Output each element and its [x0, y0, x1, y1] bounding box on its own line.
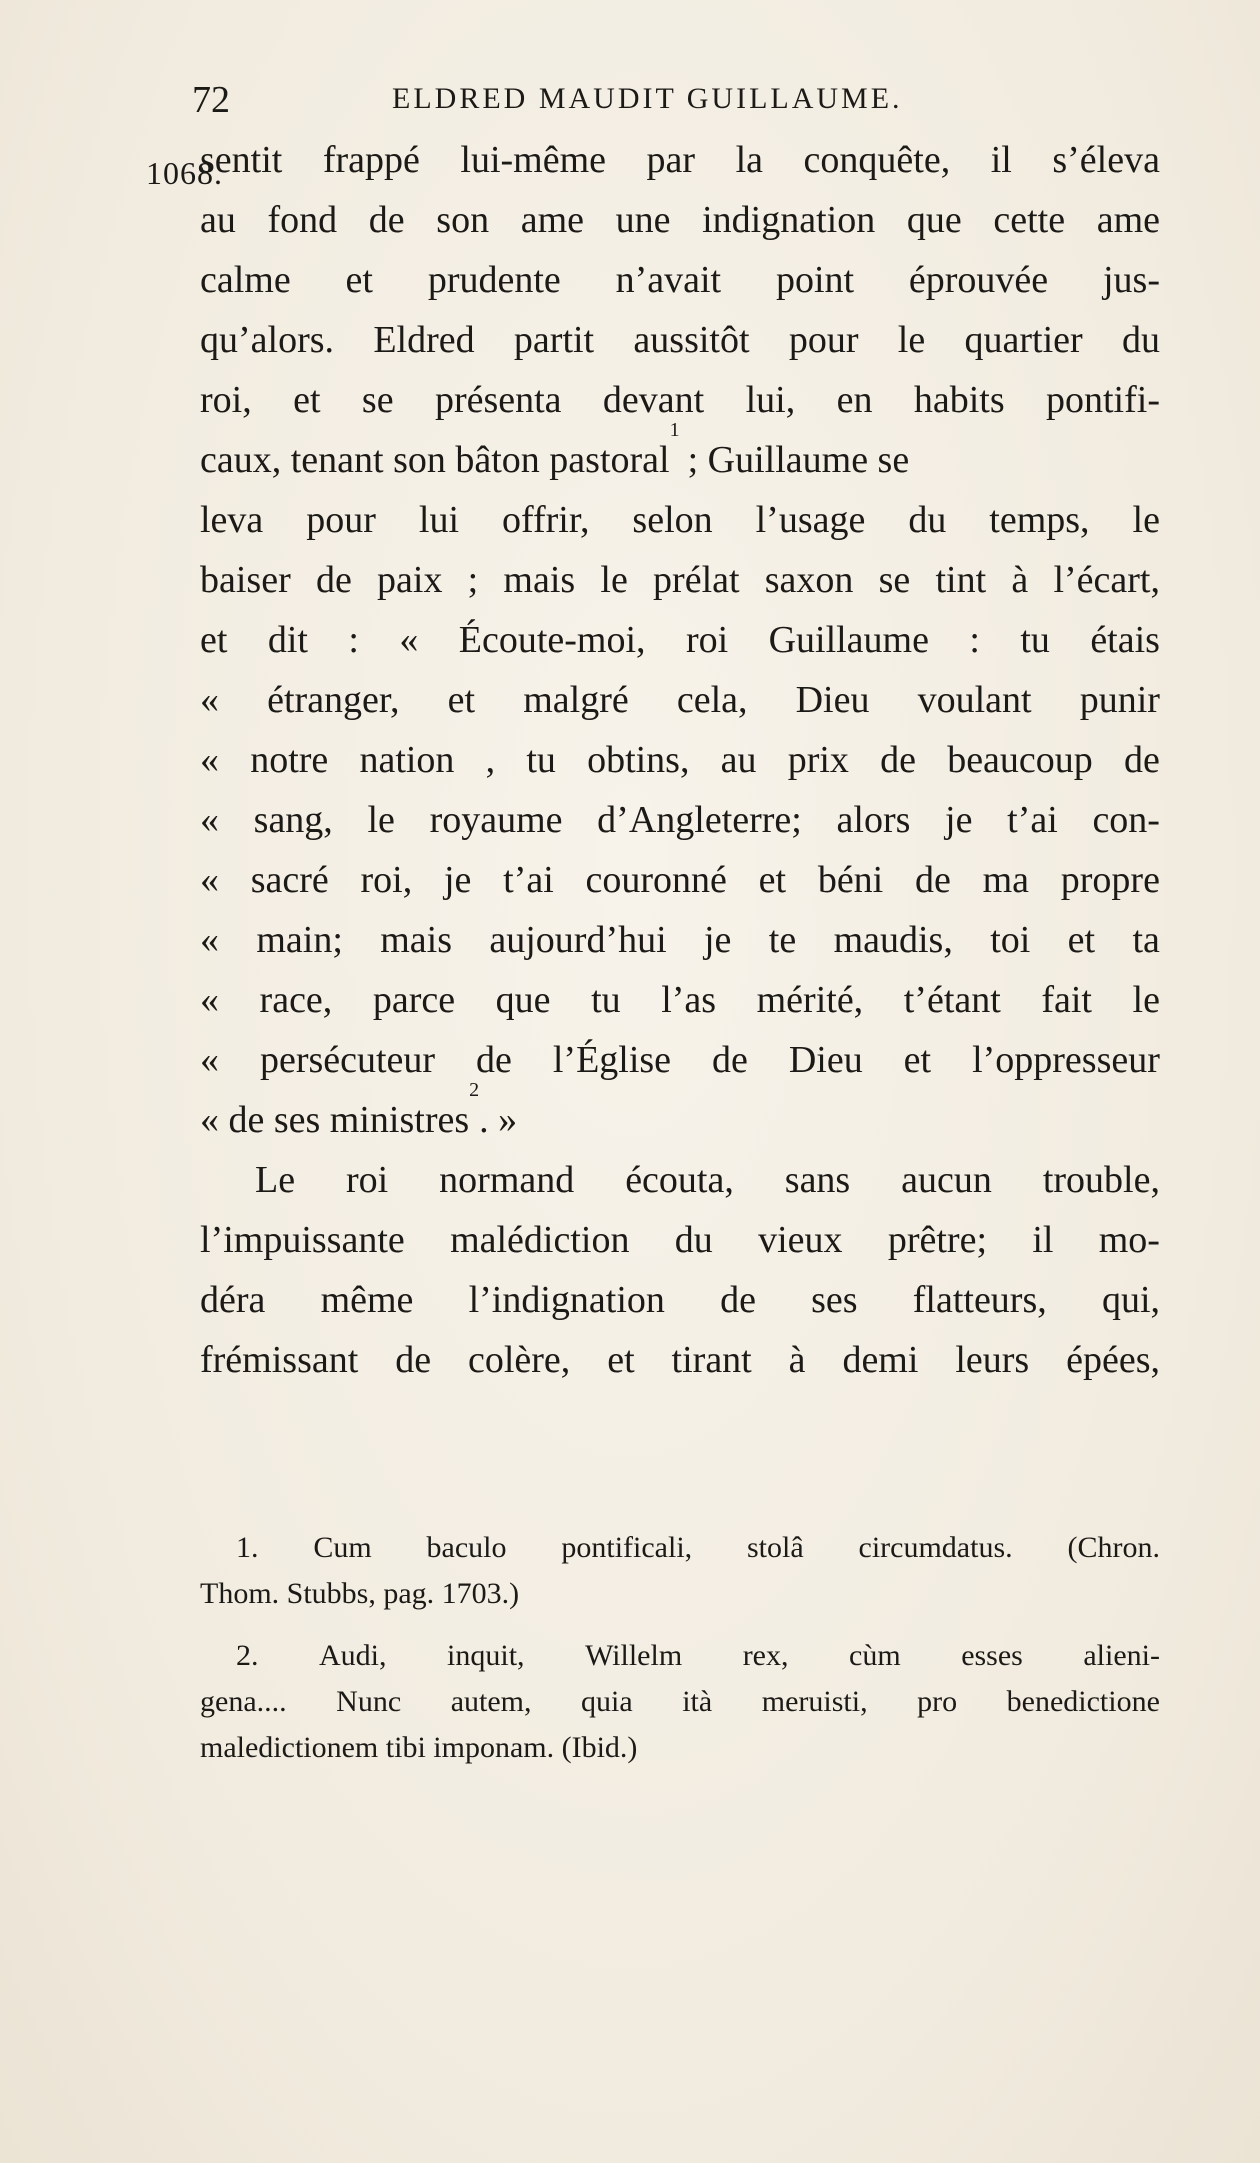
footnote-2: [200, 1633, 1160, 1771]
text-line: « sang, le royaume d’Angleterre; alors je t’ai con-: [200, 799, 1160, 841]
text-line: « étranger, et malgré cela, Dieu voulant punir: [200, 679, 1160, 721]
running-title: ELDRED MAUDIT GUILLAUME.: [392, 82, 903, 115]
text-line: et dit : « Écoute-moi, roi Guillaume : tu étais: [200, 619, 1160, 661]
text-line: au fond de son ame une indignation que cette ame: [200, 199, 1160, 241]
text-line: roi, et se présenta devant lui, en habits pontifi-: [200, 379, 1160, 421]
text-line: [200, 1079, 1160, 1150]
text-line: Le roi normand écouta, sans aucun trouble,: [255, 1159, 1160, 1201]
text-line: déra même l’indignation de ses flatteurs, qui,: [200, 1279, 1160, 1321]
text-line: qu’alors. Eldred partit aussitôt pour le quartier du: [200, 319, 1160, 361]
text-line: « main; mais aujourd’hui je te maudis, toi et ta: [200, 919, 1160, 961]
footnote-line: gena.... Nunc autem, quia ità meruisti, pro benedictione: [200, 1685, 1160, 1718]
text-line: frémissant de colère, et tirant à demi leurs épées,: [200, 1339, 1160, 1381]
text-line: sentit frappé lui-même par la conquête, il s’éleva: [200, 139, 1160, 181]
text-line: « notre nation , tu obtins, au prix de beaucoup de: [200, 739, 1160, 781]
text-line-part: caux, tenant son bâton pastoral: [200, 439, 670, 481]
text-line-part: ; Guillaume se: [687, 439, 910, 481]
footnote-line: maledictionem tibi imponam. (Ibid.): [200, 1731, 638, 1764]
footnote-line: 2. Audi, inquit, Willelm rex, cùm esses alieni-: [236, 1639, 1160, 1672]
text-line: l’impuissante malédiction du vieux prêtre; il mo-: [200, 1219, 1160, 1261]
text-line: « persécuteur de l’Église de Dieu et l’oppresseur: [200, 1039, 1160, 1081]
footnote-line: Thom. Stubbs, pag. 1703.): [200, 1577, 520, 1610]
text-line: [200, 419, 1160, 490]
text-line: « sacré roi, je t’ai couronné et béni de ma propre: [200, 859, 1160, 901]
text-line: baiser de paix ; mais le prélat saxon se tint à l’écart,: [200, 559, 1160, 601]
text-line: « race, parce que tu l’as mérité, t’étant fait le: [200, 979, 1160, 1021]
text-line-part: « de ses ministres: [200, 1099, 470, 1141]
text-line-part: . »: [479, 1099, 518, 1141]
text-line: calme et prudente n’avait point éprouvée jus-: [200, 259, 1160, 301]
footnote-1: [200, 1525, 1160, 1617]
footnote-line: 1. Cum baculo pontificali, stolâ circumdatus. (Chron.: [236, 1531, 1160, 1564]
text-line: leva pour lui offrir, selon l’usage du temps, le: [200, 499, 1160, 541]
footnote-ref-2: 2: [469, 1079, 480, 1101]
footnote-ref-1: 1: [669, 419, 680, 441]
main-text: [200, 130, 1160, 1390]
footnotes: [200, 1525, 1160, 1787]
page-header: [192, 78, 1072, 121]
margin-year-note: 1068.: [146, 155, 223, 191]
page-number: 72: [192, 79, 230, 121]
